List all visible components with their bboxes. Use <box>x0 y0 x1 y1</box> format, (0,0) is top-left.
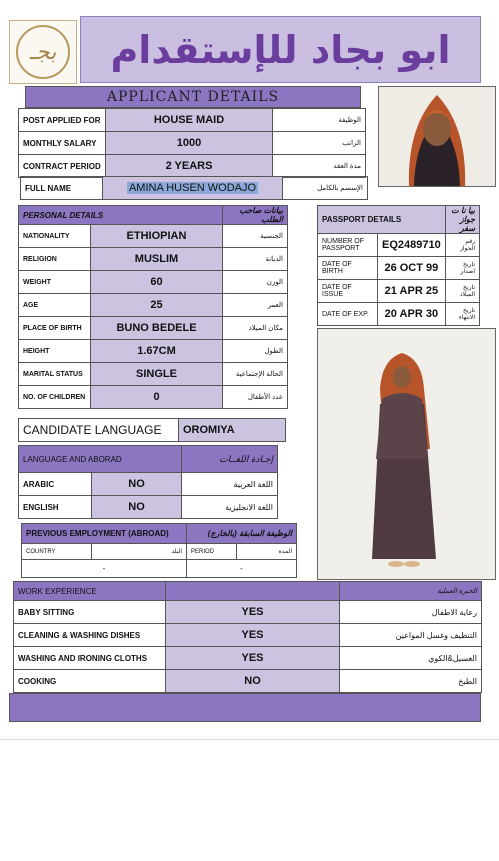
work-experience-title: WORK EXPERIENCE <box>14 582 166 601</box>
row-label: MARITAL STATUS <box>19 363 91 386</box>
previous-employment-table <box>21 523 297 578</box>
table-row <box>318 257 480 280</box>
applicant-details-title: APPLICANT DETAILS <box>106 89 280 105</box>
row-value: 1.67CM <box>91 340 223 363</box>
row-label-ar: الغسيل&الكوي <box>340 647 482 670</box>
row-label-ar: الراتب <box>273 132 366 155</box>
table-row <box>14 647 482 670</box>
row-label-ar: تاريخ الانتهاء <box>445 303 479 326</box>
table-row <box>19 386 288 409</box>
row-label: CONTRACT PERIOD <box>19 155 106 178</box>
row-label-ar: الوزن <box>223 271 288 294</box>
row-label-ar: الطبخ <box>340 670 482 693</box>
personal-details-table <box>18 205 288 409</box>
row-label: HEIGHT <box>19 340 91 363</box>
row-label: ENGLISH <box>19 496 92 519</box>
row-label: WASHING AND IRONING CLOTHS <box>14 647 166 670</box>
applicant-full-body-photo <box>317 328 496 580</box>
applicant-table <box>18 108 366 178</box>
table-header-row <box>22 524 297 544</box>
personal-details-title-ar: بيانات صاحب الطلب <box>223 206 288 225</box>
table-row <box>22 560 297 578</box>
row-value: NO <box>166 670 340 693</box>
table-row <box>19 419 286 442</box>
row-label: DATE OF ISSUE <box>318 280 378 303</box>
table-row <box>19 317 288 340</box>
row-label: NATIONALITY <box>19 225 91 248</box>
row-label: AGE <box>19 294 91 317</box>
period-label: PERIOD <box>187 544 237 560</box>
work-experience-table <box>13 581 482 693</box>
table-row <box>14 670 482 693</box>
table-header-row <box>318 206 480 234</box>
logo-emblem <box>16 25 70 79</box>
row-label-ar: رعاية الاطفال <box>340 601 482 624</box>
table-header-row <box>14 582 482 601</box>
table-row <box>318 280 480 303</box>
full-body-image <box>318 329 495 579</box>
work-experience-header-spacer <box>166 582 340 601</box>
row-value: NO <box>92 496 182 519</box>
table-row <box>22 544 297 560</box>
row-label: NUMBER OF PASSPORT <box>318 234 378 257</box>
row-label: POST APPLIED FOR <box>19 109 106 132</box>
row-label: RELIGION <box>19 248 91 271</box>
table-row <box>19 294 288 317</box>
row-label-ar: عدد الأطفال <box>223 386 288 409</box>
language-title-ar: إجـادة اللغــات <box>182 446 278 473</box>
row-label: PLACE OF BIRTH <box>19 317 91 340</box>
work-experience-title-ar: الخبرة العملية <box>340 582 482 601</box>
passport-details-title-ar: بيا نا ت جواز سفر <box>445 206 479 234</box>
row-label: WEIGHT <box>19 271 91 294</box>
applicant-portrait-photo <box>378 86 496 187</box>
row-label-ar: اللغة العربية <box>182 473 278 496</box>
row-value: 0 <box>91 386 223 409</box>
table-row <box>21 177 368 200</box>
country-label: COUNTRY <box>22 544 92 560</box>
row-label: CLEANING & WASHING DISHES <box>14 624 166 647</box>
row-label-ar: تاريخ اصدار <box>445 257 479 280</box>
portrait-image <box>379 87 495 186</box>
row-value: NO <box>92 473 182 496</box>
table-row <box>318 234 480 257</box>
row-label: DATE OF BIRTH <box>318 257 378 280</box>
row-label-ar: اللغة الانجليزية <box>182 496 278 519</box>
candidate-language-table <box>18 418 286 442</box>
page-title: ابو بجاد للإستقدام <box>110 27 451 72</box>
logo-text: بجـ <box>29 39 57 65</box>
row-value: BUNO BEDELE <box>91 317 223 340</box>
candidate-language-value: OROMIYA <box>179 419 286 442</box>
row-value: SINGLE <box>91 363 223 386</box>
full-name-label-ar: الإسسم بالكامل <box>283 177 368 200</box>
full-name-label: FULL NAME <box>21 177 103 200</box>
table-row <box>19 225 288 248</box>
row-value: 1000 <box>106 132 273 155</box>
row-value: EQ2489710 <box>378 234 446 257</box>
row-label-ar: تاريخ الميلاد <box>445 280 479 303</box>
row-label: BABY SITTING <box>14 601 166 624</box>
row-label-ar: مدة العقد <box>273 155 366 178</box>
language-table <box>18 445 278 519</box>
passport-details-title: PASSPORT DETAILS <box>318 206 446 234</box>
table-row <box>14 601 482 624</box>
table-row <box>19 155 366 178</box>
table-row <box>19 109 366 132</box>
candidate-language-label: CANDIDATE LANGUAGE <box>19 419 179 442</box>
country-value: - <box>22 560 187 578</box>
company-logo <box>9 20 77 84</box>
row-value: YES <box>166 647 340 670</box>
row-label: ARABIC <box>19 473 92 496</box>
full-name-value: AMINA HUSEN WODAJO <box>128 182 257 194</box>
country-label-ar: البلد <box>92 544 187 560</box>
row-label-ar: الجنسية <box>223 225 288 248</box>
row-value: YES <box>166 601 340 624</box>
row-value: ETHIOPIAN <box>91 225 223 248</box>
row-label-ar: مكان الميلاد <box>223 317 288 340</box>
row-label-ar: رقم الجواز <box>445 234 479 257</box>
table-row <box>19 340 288 363</box>
previous-employment-title: PREVIOUS EMPLOYMENT (ABROAD) <box>22 524 187 544</box>
row-label: DATE OF EXP. <box>318 303 378 326</box>
table-row <box>19 363 288 386</box>
row-value: HOUSE MAID <box>106 109 273 132</box>
row-label-ar: التنظيف وغسل المواعين <box>340 624 482 647</box>
row-value: MUSLIM <box>91 248 223 271</box>
table-header-row <box>19 206 288 225</box>
row-value: 60 <box>91 271 223 294</box>
row-label-ar: الوظيفة <box>273 109 366 132</box>
row-value: 26 OCT 99 <box>378 257 446 280</box>
full-name-cell <box>103 177 283 200</box>
language-title: LANGUAGE AND ABORAD <box>19 446 182 473</box>
table-row <box>318 303 480 326</box>
row-label-ar: الديانة <box>223 248 288 271</box>
personal-details-title: PERSONAL DETAILS <box>19 206 223 225</box>
table-row <box>14 624 482 647</box>
table-header-row <box>19 446 278 473</box>
full-name-table <box>20 176 368 200</box>
title-banner <box>80 16 481 83</box>
table-row <box>19 248 288 271</box>
row-value: 25 <box>91 294 223 317</box>
passport-details-table <box>317 205 480 326</box>
row-label: COOKING <box>14 670 166 693</box>
row-value: 21 APR 25 <box>378 280 446 303</box>
row-label: NO. OF CHILDREN <box>19 386 91 409</box>
previous-employment-title-ar: الوظيفة السابقة (بالخارج) <box>187 524 297 544</box>
table-row <box>19 132 366 155</box>
table-row <box>19 271 288 294</box>
period-value: - <box>187 560 297 578</box>
row-value: 2 YEARS <box>106 155 273 178</box>
row-label-ar: الطول <box>223 340 288 363</box>
table-row <box>19 473 278 496</box>
footer-bar <box>9 693 481 722</box>
row-label-ar: الحالة الإجتماعية <box>223 363 288 386</box>
applicant-details-heading <box>25 86 361 108</box>
row-value: YES <box>166 624 340 647</box>
period-label-ar: المدة <box>237 544 297 560</box>
row-value: 20 APR 30 <box>378 303 446 326</box>
row-label: MONTHLY SALARY <box>19 132 106 155</box>
row-label-ar: العمر <box>223 294 288 317</box>
table-row <box>19 496 278 519</box>
